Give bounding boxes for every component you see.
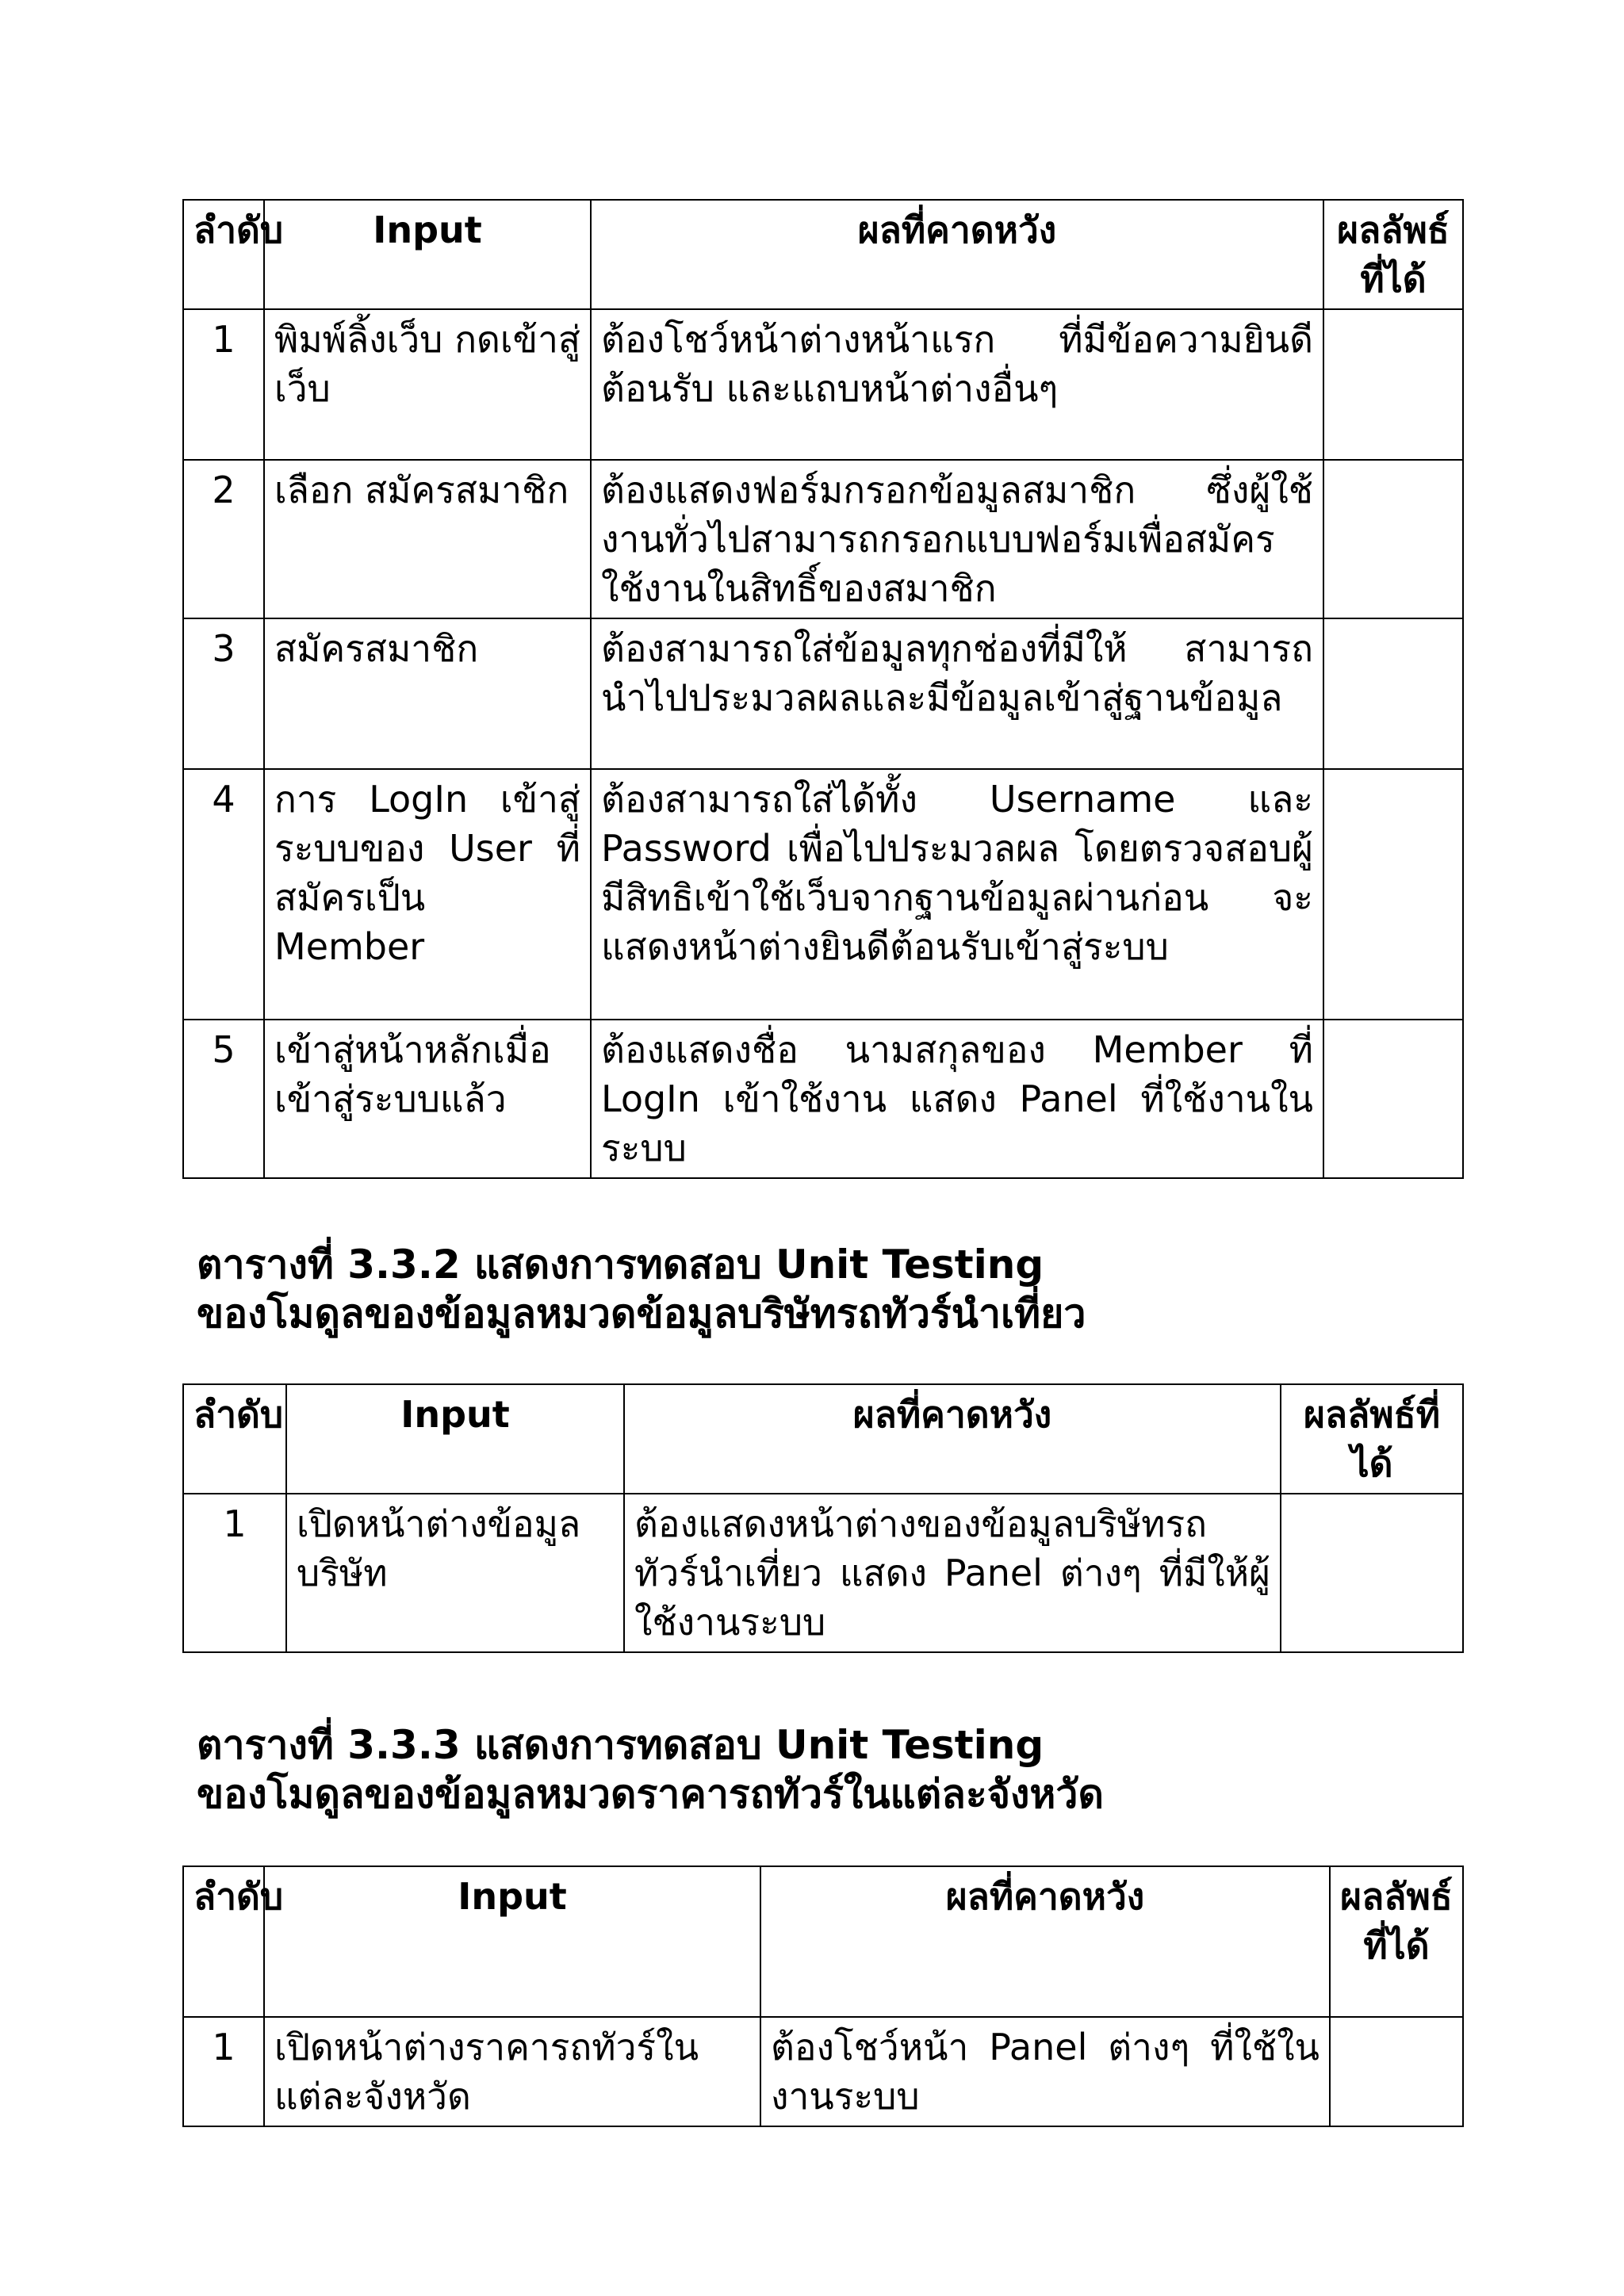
caption-line: ตารางที่ 3.3.2 แสดงการทดสอบ Unit Testing xyxy=(197,1242,1044,1288)
table-caption-3 xyxy=(197,1720,1104,1819)
caption-line: ของโมดูลของข้อมูลหมวดข้อมูลบริษัทรถทัวร์นำเที่ยว xyxy=(197,1291,1086,1337)
test-table-1 xyxy=(182,199,1464,1179)
header-input: Input xyxy=(264,1866,760,2017)
row-input: เลือก สมัครสมาชิก xyxy=(264,460,591,618)
row-expected: ต้องสามารถใส่ได้ทั้ง Username และ Password เพื่อไปประมวลผล โดยตรวจสอบผู้มีสิทธิเข้าใช้เว็บจากฐานข้อมูลผ่านก่อน จะแสดงหน้าต่างยินดีต้อนรับเข้าสู่ระบบ xyxy=(591,769,1323,1020)
row-result xyxy=(1281,1494,1463,1652)
row-input: พิมพ์ลิ้งเว็บ กดเข้าสู่เว็บ xyxy=(264,309,591,460)
test-table-3 xyxy=(182,1866,1464,2127)
row-no: 3 xyxy=(183,618,264,769)
table-header-row xyxy=(183,1384,1463,1494)
row-no: 1 xyxy=(183,1494,286,1652)
test-table-2 xyxy=(182,1383,1464,1653)
caption-line: ของโมดูลของข้อมูลหมวดราคารถทัวร์ในแต่ละจังหวัด xyxy=(197,1771,1104,1817)
row-no: 5 xyxy=(183,1020,264,1178)
row-input: เปิดหน้าต่างราคารถทัวร์ในแต่ละจังหวัด xyxy=(264,2017,760,2126)
header-result: ผลลัพธ์ที่ได้ xyxy=(1330,1866,1463,2017)
table-row xyxy=(183,1020,1463,1178)
row-no: 1 xyxy=(183,309,264,460)
row-input: สมัครสมาชิก xyxy=(264,618,591,769)
header-expected: ผลที่คาดหวัง xyxy=(760,1866,1330,2017)
row-result xyxy=(1330,2017,1463,2126)
header-expected: ผลที่คาดหวัง xyxy=(591,200,1323,309)
header-result: ผลลัพธ์ที่ได้ xyxy=(1281,1384,1463,1494)
header-no: ลำดับ xyxy=(183,1866,264,2017)
row-no: 1 xyxy=(183,2017,264,2126)
caption-line: ตารางที่ 3.3.3 แสดงการทดสอบ Unit Testing xyxy=(197,1722,1044,1768)
header-result: ผลลัพธ์ที่ได้ xyxy=(1323,200,1463,309)
header-input: Input xyxy=(264,200,591,309)
table-row xyxy=(183,1494,1463,1652)
row-expected: ต้องโชว์หน้า Panel ต่างๆ ที่ใช้ในงานระบบ xyxy=(760,2017,1330,2126)
row-expected: ต้องโชว์หน้าต่างหน้าแรก ที่มีข้อความยินดีต้อนรับ และแถบหน้าต่างอื่นๆ xyxy=(591,309,1323,460)
header-input: Input xyxy=(286,1384,624,1494)
table-row xyxy=(183,309,1463,460)
table-row xyxy=(183,2017,1463,2126)
header-no: ลำดับ xyxy=(183,1384,286,1494)
table-row xyxy=(183,769,1463,1020)
row-result xyxy=(1323,309,1463,460)
table-row xyxy=(183,618,1463,769)
row-input: เปิดหน้าต่างข้อมูลบริษัท xyxy=(286,1494,624,1652)
table-header-row xyxy=(183,200,1463,309)
row-no: 2 xyxy=(183,460,264,618)
row-input: เข้าสู่หน้าหลักเมื่อเข้าสู่ระบบแล้ว xyxy=(264,1020,591,1178)
row-expected: ต้องแสดงฟอร์มกรอกข้อมูลสมาชิก ซึ่งผู้ใช้งานทั่วไปสามารถกรอกแบบฟอร์มเพื่อสมัครใช้งานในสิทธิ์ของสมาชิก xyxy=(591,460,1323,618)
row-expected: ต้องแสดงหน้าต่างของข้อมูลบริษัทรถทัวร์นำเที่ยว แสดง Panel ต่างๆ ที่มีให้ผู้ใช้งานระบบ xyxy=(624,1494,1281,1652)
table-caption-2 xyxy=(197,1240,1086,1338)
table-row xyxy=(183,460,1463,618)
row-expected: ต้องแสดงชื่อ นามสกุลของ Member ที่ LogIn เข้าใช้งาน แสดง Panel ที่ใช้งานในระบบ xyxy=(591,1020,1323,1178)
row-result xyxy=(1323,1020,1463,1178)
row-input: การ LogIn เข้าสู่ระบบของ User ที่สมัครเป็น Member xyxy=(264,769,591,1020)
table-header-row xyxy=(183,1866,1463,2017)
row-expected: ต้องสามารถใส่ข้อมูลทุกช่องที่มีให้ สามารถนำไปประมวลผลและมีข้อมูลเข้าสู่ฐานข้อมูล xyxy=(591,618,1323,769)
row-no: 4 xyxy=(183,769,264,1020)
row-result xyxy=(1323,769,1463,1020)
header-expected: ผลที่คาดหวัง xyxy=(624,1384,1281,1494)
row-result xyxy=(1323,618,1463,769)
row-result xyxy=(1323,460,1463,618)
header-no: ลำดับ xyxy=(183,200,264,309)
